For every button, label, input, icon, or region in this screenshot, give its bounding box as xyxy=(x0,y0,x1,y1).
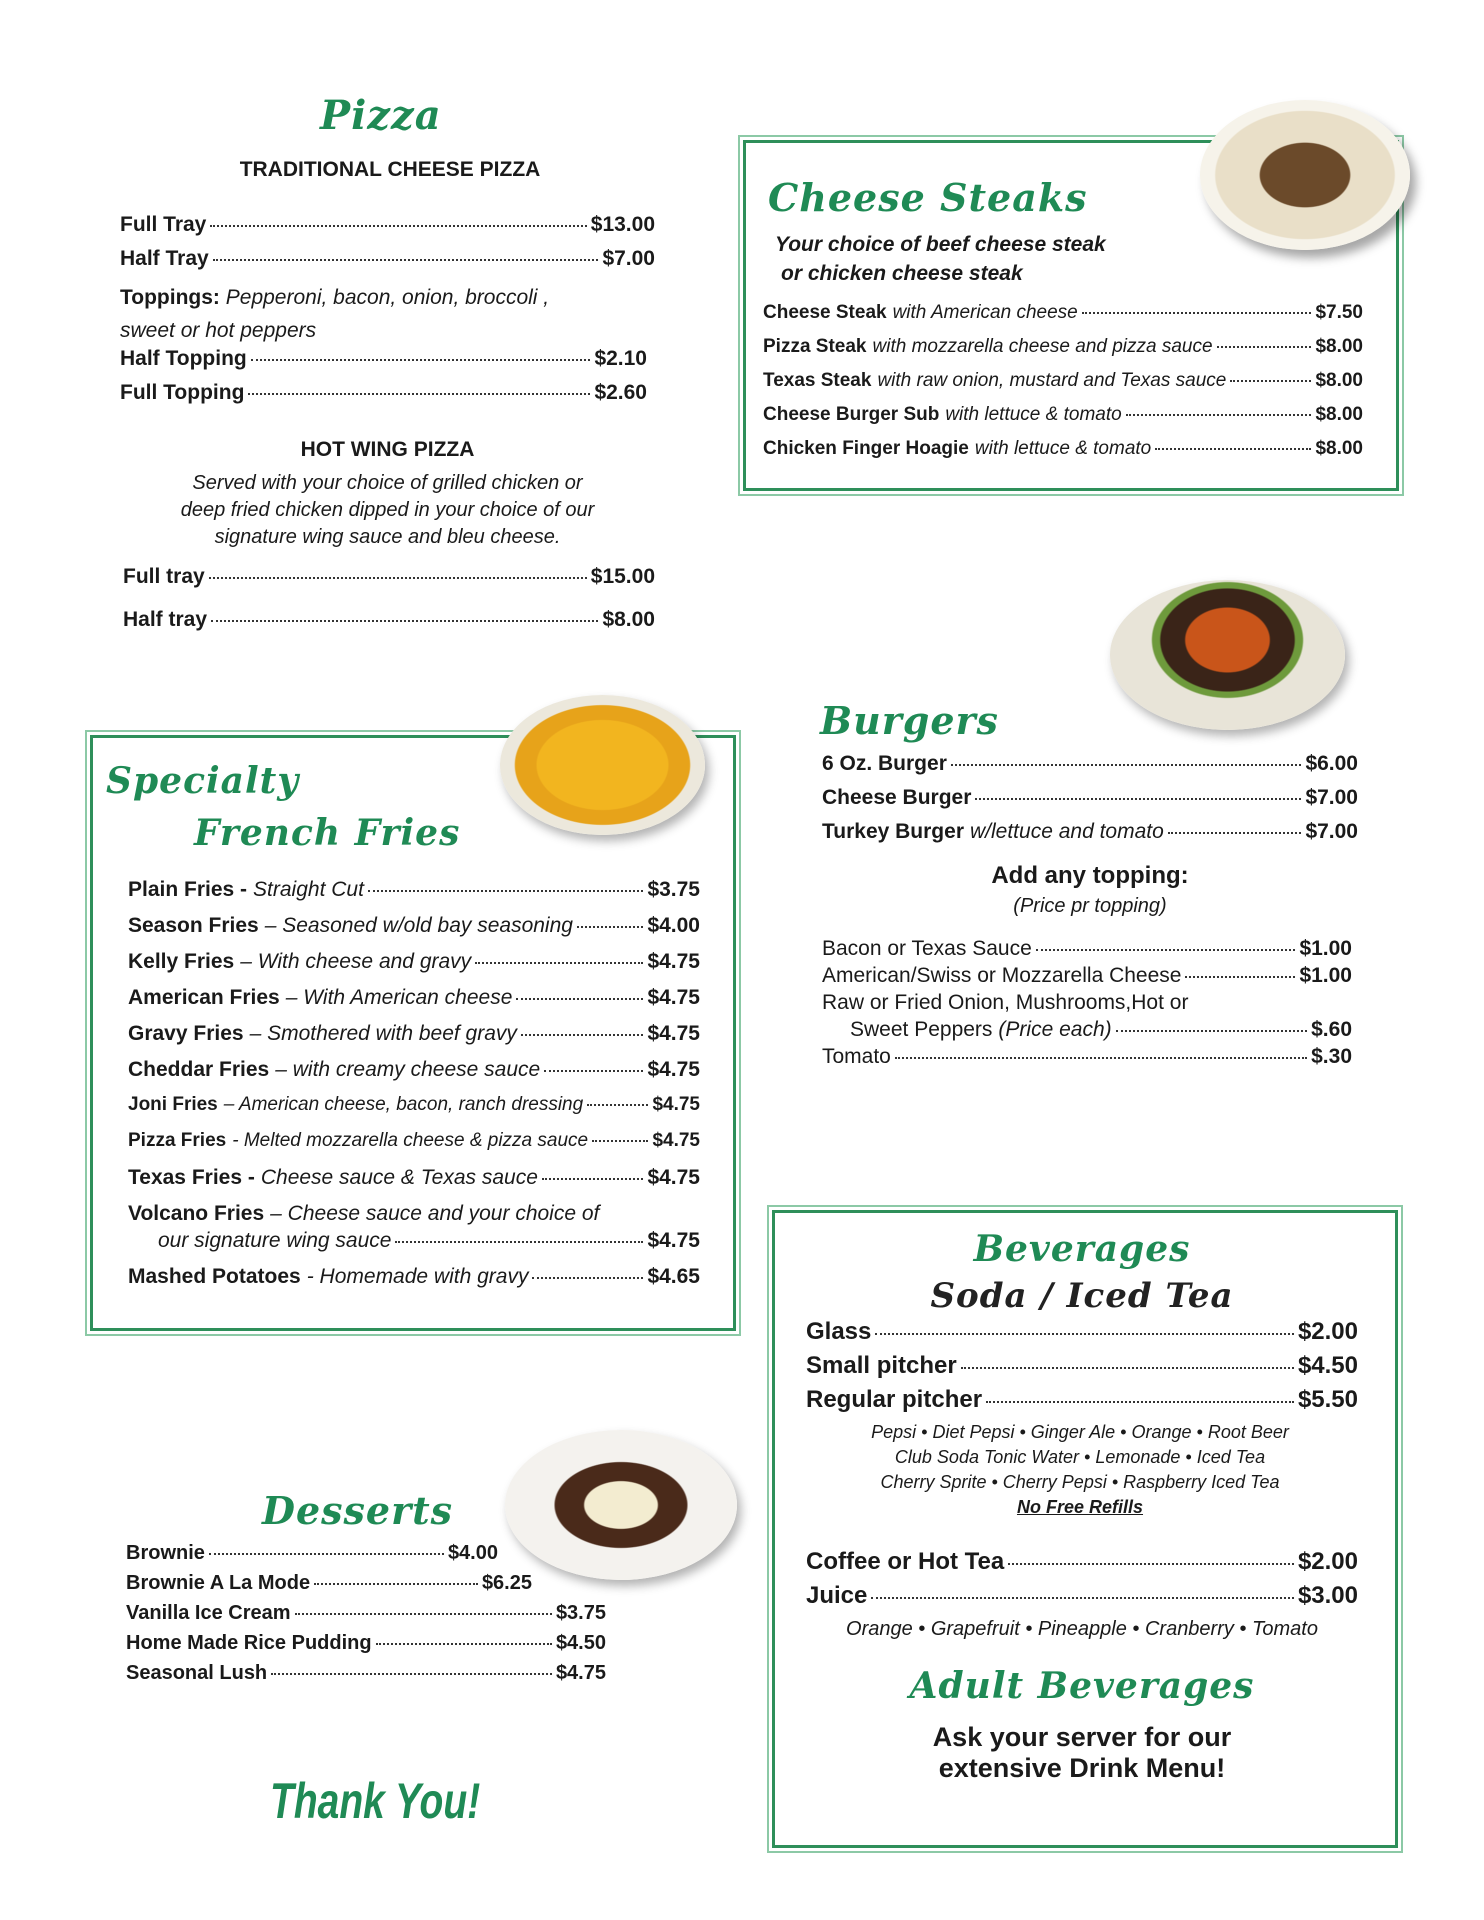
list-item: Regular pitcher $5.50 xyxy=(806,1386,1358,1413)
list-item: Kelly Fries – With cheese and gravy $4.75 xyxy=(128,950,700,973)
list-item: Plain Fries - Straight Cut $3.75 xyxy=(128,878,700,901)
list-item: Cheese Burger $7.00 xyxy=(822,786,1358,809)
soda-list xyxy=(806,1318,1358,1420)
desserts-list xyxy=(126,1542,606,1692)
beverages-title: Beverages xyxy=(973,1228,1191,1270)
list-item: Small pitcher $4.50 xyxy=(806,1352,1358,1379)
burger-photo xyxy=(1110,580,1345,730)
list-item: Glass $2.00 xyxy=(806,1318,1358,1345)
list-item: Cheese Burger Sub with lettuce & tomato $8.00 xyxy=(763,404,1363,425)
fries-list xyxy=(128,878,700,1301)
traditional-heading: TRADITIONAL CHEESE PIZZA xyxy=(239,158,541,181)
list-item: Bacon or Texas Sauce $1.00 xyxy=(822,937,1352,960)
list-item: Joni Fries – American cheese, bacon, ranch dressing $4.75 xyxy=(128,1094,700,1115)
list-item: American Fries – With American cheese $4.75 xyxy=(128,986,700,1009)
hotwing-list xyxy=(123,565,655,651)
adult-beverages-title: Adult Beverages xyxy=(909,1665,1255,1707)
list-item: Full tray $15.00 xyxy=(123,565,655,588)
burger-topping-heading: Add any topping: xyxy=(991,862,1189,889)
list-item: Half Topping $2.10 xyxy=(120,347,647,370)
list-item: American/Swiss or Mozzarella Cheese $1.00 xyxy=(822,964,1352,987)
hot-drinks-list xyxy=(806,1548,1358,1616)
desserts-title: Desserts xyxy=(262,1488,454,1533)
list-item: Sweet Peppers (Price each) $.60 xyxy=(850,1018,1352,1041)
list-item: Volcano Fries – Cheese sauce and your choice of xyxy=(128,1202,600,1225)
list-item: Season Fries – Seasoned w/old bay seasoning $4.00 xyxy=(128,914,700,937)
list-item: Turkey Burger w/lettuce and tomato $7.00 xyxy=(822,820,1358,843)
list-item: Cheese Steak with American cheese $7.50 xyxy=(763,302,1363,323)
list-item: Cheddar Fries – with creamy cheese sauce $4.75 xyxy=(128,1058,700,1081)
beverages-subtitle: Soda / Iced Tea xyxy=(930,1276,1234,1316)
cheese-steaks-subtitle: Your choice of beef cheese steak or chicken cheese steak xyxy=(775,233,1106,285)
list-item: Vanilla Ice Cream $3.75 xyxy=(126,1602,606,1624)
list-item: Tomato $.30 xyxy=(822,1045,1352,1068)
list-item: Mashed Potatoes - Homemade with gravy $4.65 xyxy=(128,1265,700,1288)
adult-beverages-note: Ask your server for our extensive Drink Menu! xyxy=(932,1722,1232,1783)
list-item: Half Tray $7.00 xyxy=(120,247,655,270)
cheese-steak-photo xyxy=(1200,100,1410,250)
list-item: Juice $3.00 xyxy=(806,1582,1358,1609)
pizza-list xyxy=(120,213,655,415)
list-item: Texas Fries - Cheese sauce & Texas sauce $4.75 xyxy=(128,1166,700,1189)
hotwing-description: Served with your choice of grilled chicken or deep fried chicken dipped in your choice of our signature wing sauce and bleu cheese. xyxy=(180,472,595,548)
fries-photo xyxy=(500,695,705,835)
list-item: Pizza Steak with mozzarella cheese and pizza sauce $8.00 xyxy=(763,336,1363,357)
thank-you-text: Thank You! xyxy=(270,1773,481,1829)
soda-flavors: Pepsi • Diet Pepsi • Ginger Ale • Orange • Root Beer Club Soda Tonic Water • Lemonade • Iced Tea Cherry Sprite • Cherry Pepsi • Raspberry Iced Tea No Free Refills xyxy=(871,1422,1289,1517)
burgers-list xyxy=(822,752,1358,854)
list-item: Coffee or Hot Tea $2.00 xyxy=(806,1548,1358,1575)
raw-onion-line: Raw or Fried Onion, Mushrooms,Hot or xyxy=(822,991,1189,1014)
list-item: Brownie $4.00 xyxy=(126,1542,498,1564)
list-item: Full Topping $2.60 xyxy=(120,381,647,404)
list-item: Half tray $8.00 xyxy=(123,608,655,631)
list-item: Full Tray $13.00 xyxy=(120,213,655,236)
list-item: Pizza Fries - Melted mozzarella cheese & pizza sauce $4.75 xyxy=(128,1130,700,1151)
burger-toppings-list xyxy=(822,937,1352,1072)
list-item: Texas Steak with raw onion, mustard and Texas sauce $8.00 xyxy=(763,370,1363,391)
pizza-title: Pizza xyxy=(320,92,442,139)
cheese-steaks-title: Cheese Steaks xyxy=(768,175,1088,220)
toppings-text: Toppings: Pepperoni, bacon, onion, broccoli , sweet or hot peppers xyxy=(120,286,550,342)
list-item: Gravy Fries – Smothered with beef gravy $4.75 xyxy=(128,1022,700,1045)
list-item: our signature wing sauce $4.75 xyxy=(158,1229,700,1252)
juice-flavors: Orange • Grapefruit • Pineapple • Cranberry • Tomato xyxy=(846,1618,1318,1640)
fries-title: Specialty French Fries xyxy=(106,760,461,854)
hotwing-heading: HOT WING PIZZA xyxy=(300,438,475,461)
list-item: Chicken Finger Hoagie with lettuce & tomato $8.00 xyxy=(763,438,1363,459)
list-item: Seasonal Lush $4.75 xyxy=(126,1662,606,1684)
list-item: 6 Oz. Burger $6.00 xyxy=(822,752,1358,775)
list-item: Home Made Rice Pudding $4.50 xyxy=(126,1632,606,1654)
burgers-title: Burgers xyxy=(820,698,999,743)
list-item: Brownie A La Mode $6.25 xyxy=(126,1572,532,1594)
cheese-steaks-list xyxy=(763,302,1363,472)
burger-topping-sub: (Price pr topping) xyxy=(1013,895,1167,917)
